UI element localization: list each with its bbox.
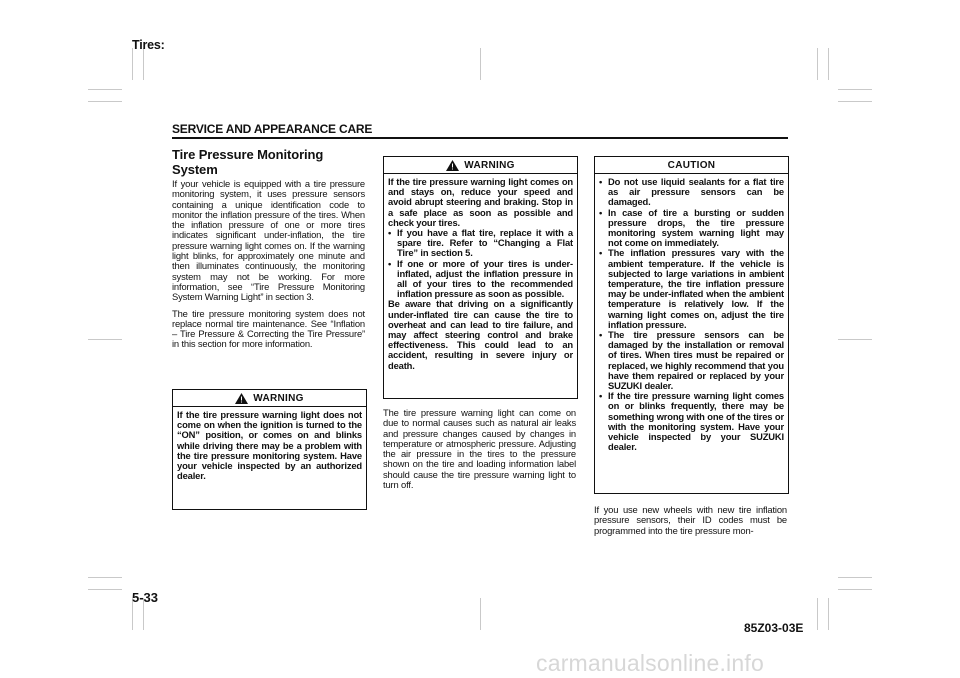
crop-mark bbox=[480, 48, 481, 80]
column-1 bbox=[172, 148, 365, 356]
body-paragraph: If you use new wheels with new tire inflation pressure sensors, their ID codes must be programmed into the tire pressure mon- bbox=[594, 504, 787, 536]
warning-intro: If the tire pressure warning light comes on and stays on, reduce your speed and avoid abrupt steering and braking. Stop in a safe place as soon as possible and check your tires. bbox=[388, 176, 573, 228]
caution-box bbox=[594, 156, 789, 494]
crop-mark bbox=[88, 589, 122, 590]
warning-outro: Be aware that driving on a significantly under-inflated tire can cause the tire to overheat and can lead to tire failure, and may affect steering control and brake effectiveness. This could lead to an accident, resulting in severe injury or death. bbox=[388, 298, 573, 371]
crop-mark bbox=[828, 598, 829, 630]
warning-text: If the tire pressure warning light does not come on when the ignition is turned to the “ON” position, or comes on and blinks while driving there may be a problem with the tire pressure monitoring system. Have your vehicle inspected by an authorized dealer. bbox=[177, 409, 362, 482]
caution-bullet: • Do not use liquid sealants for a flat tire as air pressure sensors can be damaged. bbox=[599, 177, 784, 208]
warning-label: WARNING bbox=[253, 392, 304, 404]
header-rule bbox=[172, 137, 788, 139]
watermark: carmanualsonline.info bbox=[536, 650, 764, 676]
body-paragraph: The tire pressure warning light can come on due to normal causes such as natural air leaks and pressure changes caused by changes in temperature or atmospheric pressure. Adjusting the air pressure in the tires to the pressure shown on the tire and loading information label should cause the tire pressure warning light to turn off. bbox=[383, 407, 576, 491]
document-code: 85Z03-03E bbox=[744, 621, 804, 635]
crop-mark bbox=[817, 598, 818, 630]
crop-mark bbox=[88, 577, 122, 578]
warning-box bbox=[383, 156, 578, 399]
warning-bullet: • If one or more of your tires is under-inflated, adjust the inflation pressure in all of your tires to the recommended inflation pressure as soon as possible. bbox=[388, 259, 573, 300]
warning-bullet: • If you have a flat tire, replace it with a spare tire. Refer to “Changing a Flat Tire” in section 5. bbox=[388, 228, 573, 259]
warning-label: WARNING bbox=[464, 159, 515, 171]
crop-mark bbox=[132, 48, 133, 80]
warning-bullets bbox=[388, 228, 573, 299]
caution-bullet: • The tire pressure sensors can be damaged by the installation or removal of tires. When tires must be repaired or replaced, we highly recommend that you have them repaired or replaced by your SUZUKI dealer. bbox=[599, 330, 784, 391]
warning-body bbox=[173, 407, 366, 484]
warning-header bbox=[384, 157, 577, 174]
crop-mark bbox=[817, 48, 818, 80]
caution-label: CAUTION bbox=[667, 159, 716, 171]
caution-body bbox=[595, 174, 788, 455]
warning-body bbox=[384, 174, 577, 374]
crop-mark bbox=[828, 48, 829, 80]
warning-triangle-icon bbox=[235, 393, 248, 404]
section-header: SERVICE AND APPEARANCE CARE bbox=[172, 122, 373, 136]
crop-mark bbox=[838, 101, 872, 102]
crop-mark bbox=[838, 577, 872, 578]
caution-header bbox=[595, 157, 788, 174]
caution-bullet: • If the tire pressure warning light comes on or blinks frequently, there may be something wrong with one of the tires or with the monitoring system. Have your vehicle inspected by your SUZUKI dealer. bbox=[599, 391, 784, 452]
warning-box bbox=[172, 389, 367, 510]
crop-mark bbox=[88, 89, 122, 90]
column-3 bbox=[594, 505, 787, 542]
body-paragraph: The tire pressure monitoring system does not replace normal tire maintenance. See “Inflation – Tire Pressure & Correcting the Tire Pressure” in this section for more information. bbox=[172, 307, 365, 350]
warning-triangle-icon bbox=[446, 160, 459, 171]
crop-mark bbox=[88, 101, 122, 102]
crop-mark bbox=[838, 589, 872, 590]
chapter-header: Tires: bbox=[132, 38, 165, 52]
crop-mark bbox=[480, 598, 481, 630]
caution-bullets bbox=[599, 177, 784, 452]
warning-header bbox=[173, 390, 366, 407]
body-paragraph: If your vehicle is equipped with a tire pressure monitoring system, it uses pressure sensors containing a unique identification code to monitor the inflation pressure of the tires. When the inflation pressure of one or more tires indicates significant under-inflation, the tire pressure warning light comes on. If the warning light blinks, for approximately one minute and then illuminates continuously, the monitoring system may not be working. For more information, see “Tire Pressure Monitoring System Warning Light” in section 3. bbox=[172, 178, 365, 303]
caution-bullet: • The inflation pressures vary with the ambient temperature. If the vehicle is subjected to large variations in ambient temperature, the tire inflation pressure may be under-inflated when the ambient temperature is relatively low. If the warning light comes on, adjust the tire inflation pressure. bbox=[599, 248, 784, 330]
crop-mark bbox=[143, 48, 144, 80]
crop-mark bbox=[88, 339, 122, 340]
crop-mark bbox=[838, 89, 872, 90]
crop-mark bbox=[838, 339, 872, 340]
column-2 bbox=[383, 408, 576, 496]
section-title: Tire Pressure Monitoring System bbox=[172, 147, 324, 177]
caution-bullet: • In case of tire a bursting or sudden pressure drops, the tire pressure monitoring system warning light may not come on immediately. bbox=[599, 208, 784, 249]
page-number: 5-33 bbox=[132, 590, 159, 605]
